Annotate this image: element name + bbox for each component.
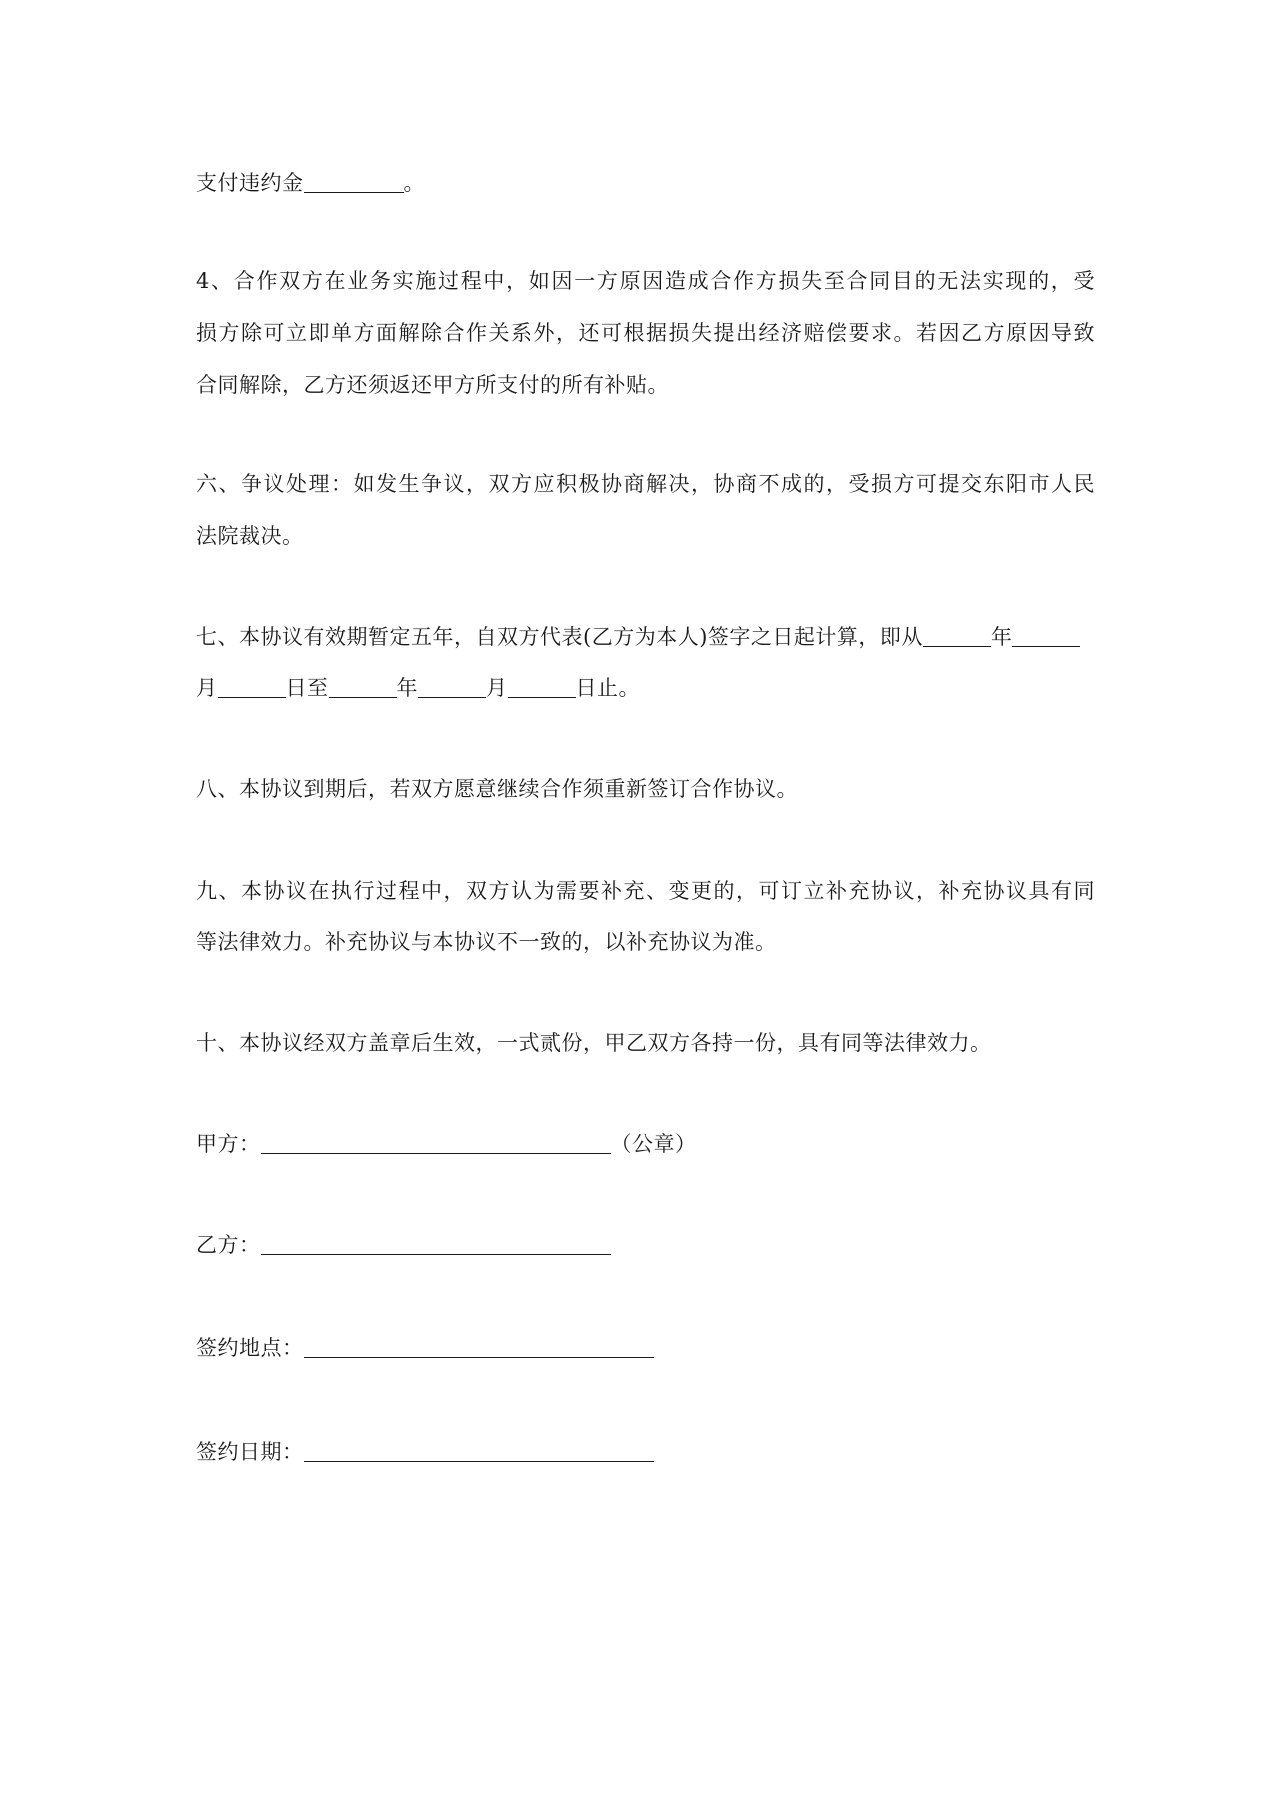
party-a-line xyxy=(196,1129,697,1159)
party-b-blank[interactable] xyxy=(261,1232,611,1255)
penalty-text: 支付违约金 xyxy=(196,171,304,195)
end-year-blank[interactable] xyxy=(329,675,397,698)
start-month-blank[interactable] xyxy=(1012,624,1080,647)
clause-4-line-3: 合同解除，乙方还须返还甲方所支付的所有补贴。 xyxy=(196,373,669,397)
clause-6-line-1: 六、争议处理：如发生争议，双方应积极协商解决，协商不成的，受损方可提交东阳市人民 xyxy=(196,472,1095,496)
end-year-label: 年 xyxy=(396,676,418,700)
end-month-label: 月 xyxy=(486,676,508,700)
end-day-blank[interactable] xyxy=(508,675,576,698)
document-page xyxy=(196,0,1096,1811)
start-year-blank[interactable] xyxy=(923,624,991,647)
penalty-line xyxy=(196,168,425,198)
start-day-blank[interactable] xyxy=(218,675,286,698)
date-label: 签约日期： xyxy=(196,1440,304,1464)
penalty-amount-blank[interactable] xyxy=(304,170,404,193)
party-b-label: 乙方： xyxy=(196,1233,261,1257)
place-label: 签约地点： xyxy=(196,1336,304,1360)
penalty-period: 。 xyxy=(403,171,425,195)
party-a-blank[interactable] xyxy=(261,1131,611,1154)
clause-8: 八、本协议到期后，若双方愿意继续合作须重新签订合作协议。 xyxy=(196,777,798,801)
clause-4-line-2: 损方除可立即单方面解除合作关系外，还可根据损失提出经济赔偿要求。若因乙方原因导致 xyxy=(196,321,1095,345)
end-month-blank[interactable] xyxy=(418,675,486,698)
clause-7-line-2 xyxy=(196,673,640,703)
day-end-label: 日止。 xyxy=(575,676,640,700)
clause-7-text: 七、本协议有效期暂定五年，自双方代表(乙方为本人)签字之日起计算，即从 xyxy=(196,625,923,649)
party-b-line xyxy=(196,1230,611,1260)
clause-9-line-1: 九、本协议在执行过程中，双方认为需要补充、变更的，可订立补充协议，补充协议具有同 xyxy=(196,879,1095,903)
clause-6-line-2: 法院裁决。 xyxy=(196,524,304,548)
day-to-label: 日至 xyxy=(285,676,329,700)
place-line xyxy=(196,1333,654,1363)
clause-7-line-1 xyxy=(196,622,1080,652)
clause-4-line-1: 4、合作双方在业务实施过程中，如因一方原因造成合作方损失至合同目的无法实现的，受 xyxy=(196,269,1095,293)
party-a-seal: （公章） xyxy=(610,1132,697,1156)
party-a-label: 甲方： xyxy=(196,1132,261,1156)
year-label: 年 xyxy=(990,625,1013,649)
date-line xyxy=(196,1437,654,1467)
clause-9-line-2: 等法律效力。补充协议与本协议不一致的，以补充协议为准。 xyxy=(196,930,777,954)
date-blank[interactable] xyxy=(304,1439,654,1462)
month-label: 月 xyxy=(196,676,218,700)
place-blank[interactable] xyxy=(304,1335,654,1358)
clause-10: 十、本协议经双方盖章后生效，一式贰份，甲乙双方各持一份，具有同等法律效力。 xyxy=(196,1031,992,1055)
